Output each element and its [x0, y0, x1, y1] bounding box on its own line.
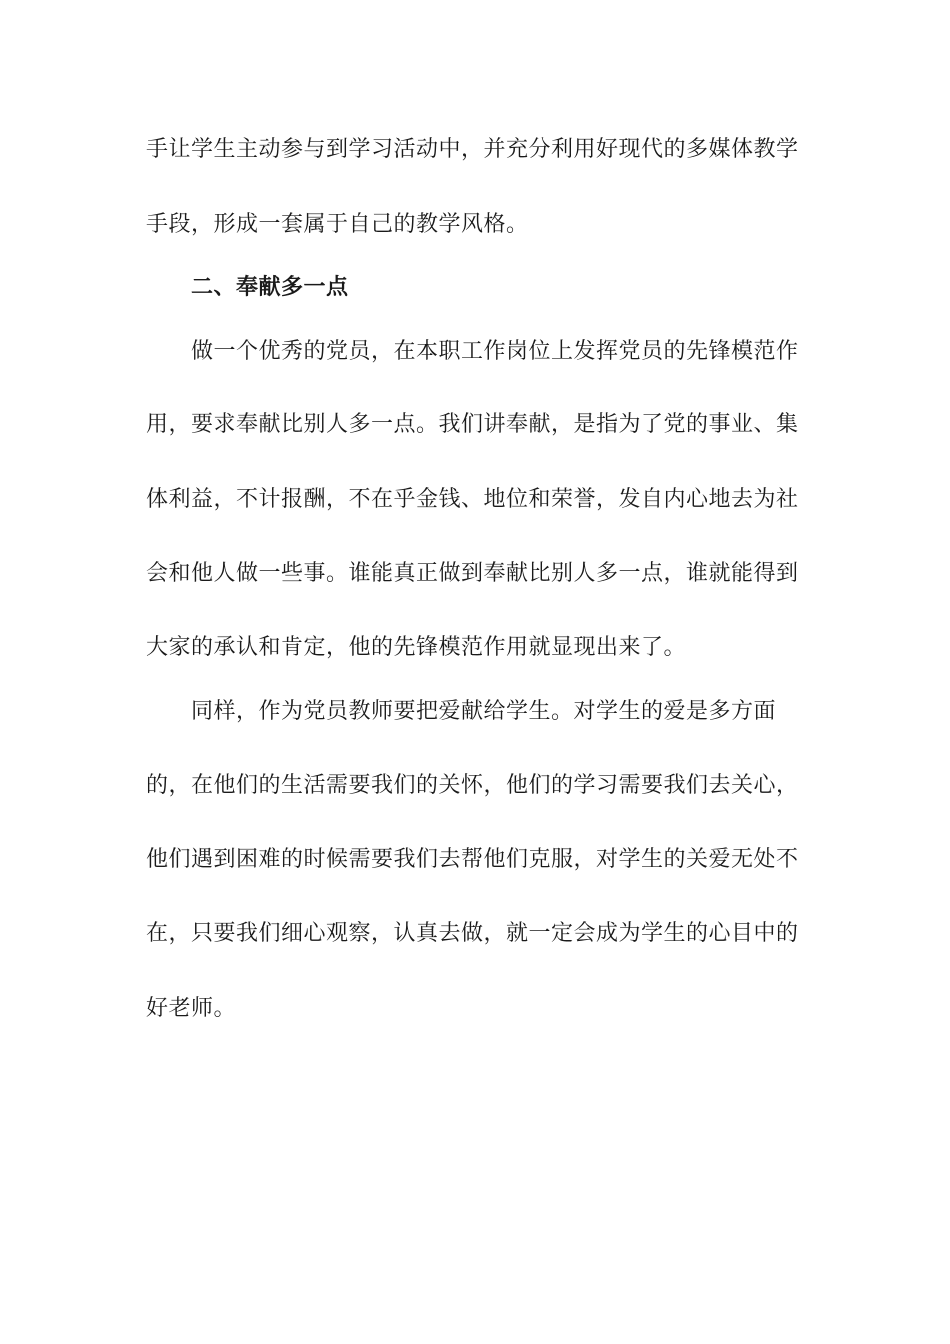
paragraph-line: 做一个优秀的党员，在本职工作岗位上发挥党员的先锋模范作: [191, 339, 799, 364]
paragraph-line: 他们遇到困难的时候需要我们去帮他们克服，对学生的关爱无处不: [146, 847, 799, 872]
paragraph-line: 在，只要我们细心观察，认真去做，就一定会成为学生的心目中的: [146, 921, 799, 946]
paragraph-line: 会和他人做一些事。谁能真正做到奉献比别人多一点，谁就能得到: [146, 561, 799, 586]
paragraph-line: 同样，作为党员教师要把爱献给学生。对学生的爱是多方面: [191, 699, 777, 724]
paragraph-line: 手让学生主动参与到学习活动中，并充分利用好现代的多媒体教学: [146, 137, 799, 162]
paragraph-line: 手段，形成一套属于自己的教学风格。: [146, 212, 529, 237]
paragraph-line: 大家的承认和肯定，他的先锋模范作用就显现出来了。: [146, 635, 687, 660]
section-heading: 二、奉献多一点: [191, 275, 349, 300]
paragraph-line: 体利益，不计报酬，不在乎金钱、地位和荣誉，发自内心地去为社: [146, 487, 799, 512]
paragraph-line: 好老师。: [146, 996, 237, 1021]
paragraph-line: 用，要求奉献比别人多一点。我们讲奉献，是指为了党的事业、集: [146, 412, 799, 437]
paragraph-line: 的，在他们的生活需要我们的关怀，他们的学习需要我们去关心，: [146, 773, 799, 798]
